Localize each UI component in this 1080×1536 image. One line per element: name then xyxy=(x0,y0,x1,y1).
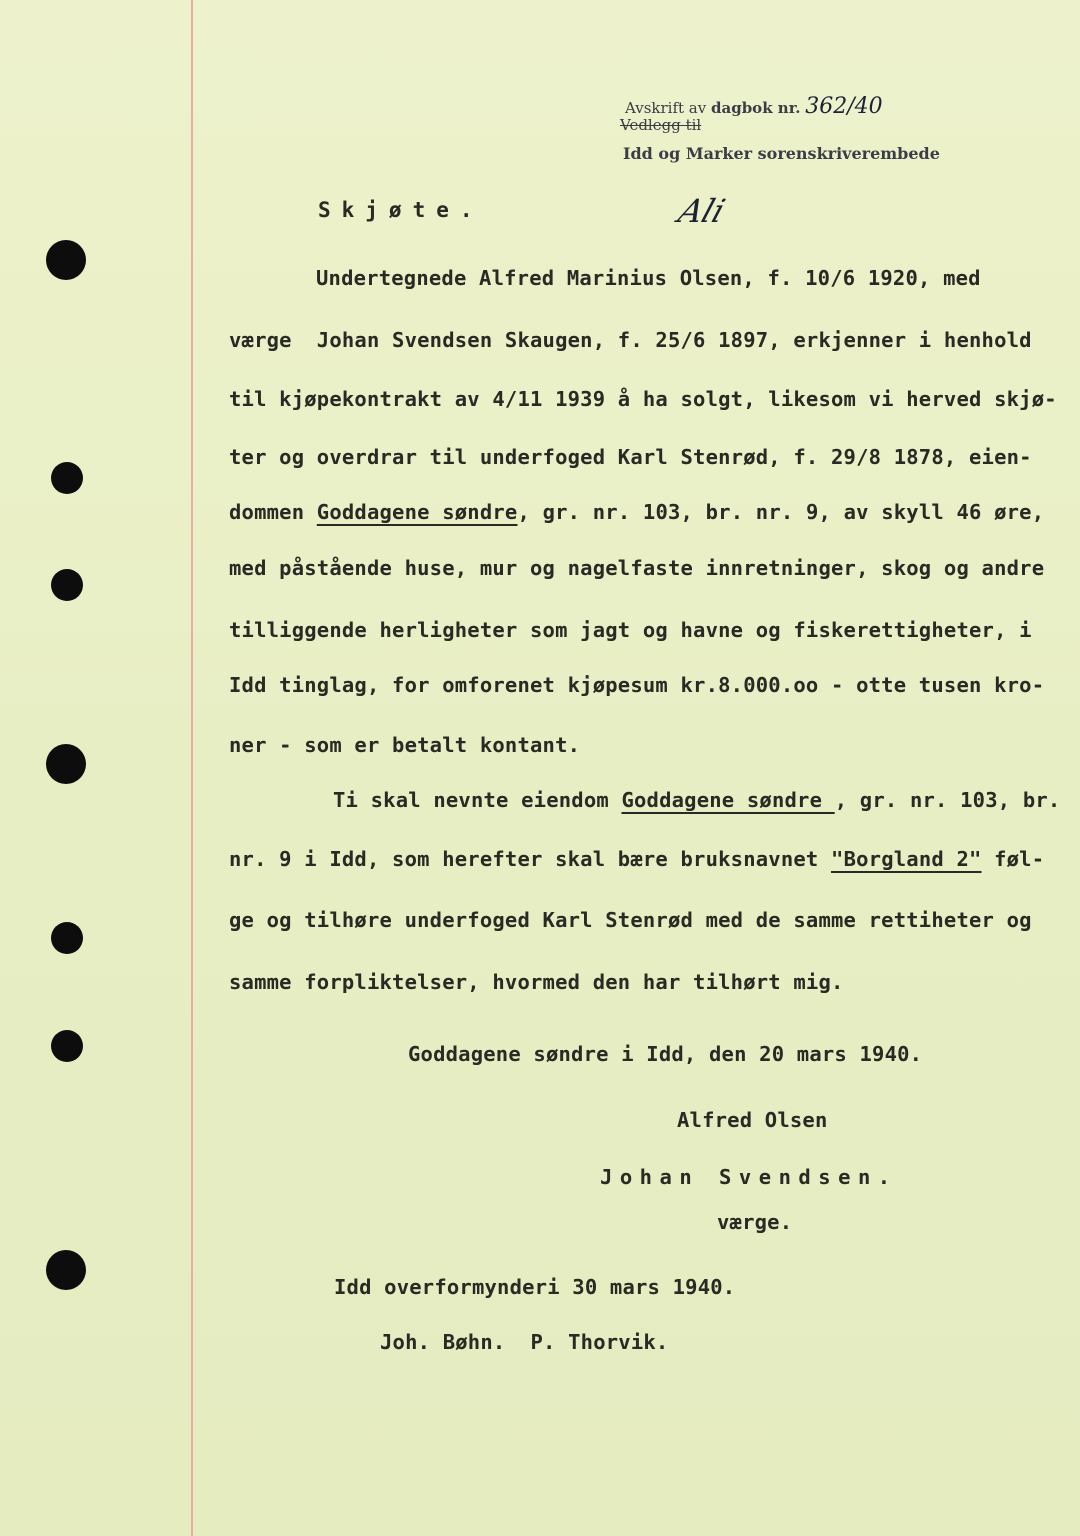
deed-line xyxy=(229,618,1032,642)
deed-line xyxy=(316,266,981,290)
dagbok-label: dagbok nr. xyxy=(711,99,801,117)
punch-hole xyxy=(51,922,83,954)
deed-line xyxy=(229,328,1032,352)
struck-label: Vedlegg til xyxy=(620,116,702,134)
dagbok-number: 362 xyxy=(805,94,848,119)
deed-text: ner - som er betalt kontant. xyxy=(229,733,581,757)
deed-line xyxy=(229,908,1032,932)
deed-line xyxy=(229,733,580,757)
year-suffix: /40 xyxy=(847,94,883,119)
deed-text: nr. 9 i Idd, som herefter skal bære bruksnavnet xyxy=(229,847,832,871)
guardianship-signatures: Joh. Bøhn. P. Thorvik. xyxy=(380,1330,669,1354)
underlined-property-name: Goddagene søndre xyxy=(621,788,835,812)
deed-text: , gr. nr. 103, br. nr. 9, av skyll 46 øre, xyxy=(517,500,1045,524)
handwritten-initials: Ali xyxy=(673,192,730,230)
deed-line xyxy=(333,788,1060,812)
deed-line xyxy=(229,445,1032,469)
deed-text: til kjøpekontrakt av 4/11 1939 å ha solgt, likesom vi herved skjø- xyxy=(229,387,1057,411)
deed-text: samme forpliktelser, hvormed den har tilhørt mig. xyxy=(229,970,844,994)
deed-text: , gr. nr. 103, br. xyxy=(834,788,1061,812)
document-title: Skjøte. xyxy=(318,198,484,222)
deed-text: værge Johan Svendsen Skaugen, f. 25/6 1897, erkjenner i henhold xyxy=(229,328,1032,352)
deed-text: tilliggende herligheter som jagt og havne og fiskerettigheter, i xyxy=(229,618,1032,642)
deed-text: ter og overdrar til underfoged Karl Stenrød, f. 29/8 1878, eien- xyxy=(229,445,1032,469)
deed-line xyxy=(229,387,1057,411)
deed-text: Ti skal nevnte eiendom xyxy=(333,788,622,812)
deed-text: ge og tilhøre underfoged Karl Stenrød med de samme rettiheter og xyxy=(229,908,1032,932)
signature-johan-svendsen: Johan Svendsen. xyxy=(600,1165,898,1189)
office-stamp: Idd og Marker sorenskriverembede xyxy=(623,144,940,163)
deed-line xyxy=(229,500,1044,524)
punch-hole xyxy=(51,1030,83,1062)
deed-line xyxy=(229,556,1044,580)
guardianship-line: Idd overformynderi 30 mars 1940. xyxy=(334,1275,736,1299)
deed-line xyxy=(229,673,1044,697)
punch-hole xyxy=(46,240,86,280)
punch-hole xyxy=(51,462,83,494)
margin-rule xyxy=(191,0,193,1536)
punch-hole xyxy=(46,1250,86,1290)
signature-alfred-olsen: Alfred Olsen xyxy=(677,1108,828,1132)
deed-text: med påstående huse, mur og nagelfaste innretninger, skog og andre xyxy=(229,556,1045,580)
underlined-property-name: "Borgland 2" xyxy=(831,847,982,871)
deed-line xyxy=(229,847,1044,871)
deed-text: føl- xyxy=(981,847,1045,871)
deed-text: Idd tinglag, for omforenet kjøpesum kr.8.000.oo - otte tusen kro- xyxy=(229,673,1045,697)
underlined-property-name: Goddagene søndre xyxy=(316,500,518,524)
deed-text: dommen xyxy=(229,500,317,524)
header-stamp xyxy=(625,96,883,118)
punch-hole xyxy=(46,744,86,784)
place-date: Goddagene søndre i Idd, den 20 mars 1940. xyxy=(408,1042,923,1066)
deed-text: Undertegnede Alfred Marinius Olsen, f. 10/6 1920, med xyxy=(316,266,981,290)
deed-line xyxy=(229,970,844,994)
avskrift-label: Avskrift av xyxy=(625,99,707,117)
punch-hole xyxy=(51,569,83,601)
signature-role: værge. xyxy=(717,1210,793,1234)
